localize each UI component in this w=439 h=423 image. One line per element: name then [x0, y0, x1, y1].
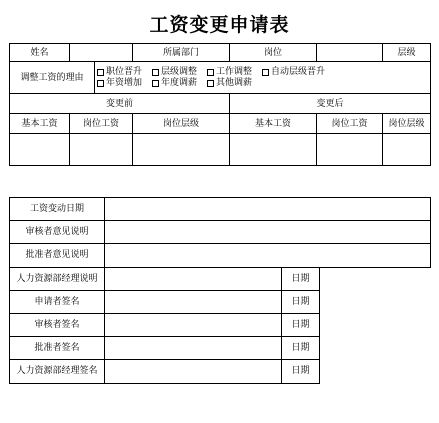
date-label: 日期 — [282, 290, 320, 313]
option-label: 工作调整 — [216, 66, 253, 77]
sign-row-label: 审核者意见说明 — [10, 221, 105, 244]
level-label: 层级 — [383, 44, 431, 62]
name-value-cell[interactable] — [70, 44, 133, 62]
post-salary-after-cell[interactable] — [317, 134, 383, 166]
salary-change-table — [9, 43, 431, 166]
reason-options-line2 — [97, 78, 428, 89]
date-value[interactable] — [320, 313, 431, 336]
name-label: 姓名 — [10, 44, 70, 62]
reason-label: 调整工资的理由 — [10, 62, 95, 94]
sign-row-value[interactable] — [105, 313, 282, 336]
option-label: 自动层级晋升 — [271, 66, 326, 77]
reason-option[interactable] — [207, 67, 252, 78]
reason-option[interactable] — [97, 78, 142, 89]
form-title: 工资变更申请表 — [149, 14, 290, 36]
post-level-before-cell[interactable] — [133, 134, 230, 166]
date-label: 日期 — [282, 267, 320, 290]
basic-salary-after-cell[interactable] — [230, 134, 317, 166]
reason-option[interactable] — [97, 67, 142, 78]
date-label: 日期 — [282, 313, 320, 336]
approval-table — [9, 197, 431, 384]
dept-label: 所属部门 — [133, 44, 230, 62]
sign-row-label: 审核者签名 — [10, 313, 105, 336]
option-label: 层级调整 — [161, 66, 198, 77]
sign-row-value[interactable] — [105, 290, 282, 313]
col-basic-salary-before: 基本工资 — [10, 114, 70, 134]
before-change-header: 变更前 — [10, 94, 230, 114]
col-basic-salary-after: 基本工资 — [230, 114, 317, 134]
sign-row-label: 批准者意见说明 — [10, 244, 105, 267]
reason-option[interactable] — [262, 67, 325, 78]
sign-row-value[interactable] — [105, 198, 431, 221]
col-post-salary-after: 岗位工资 — [317, 114, 383, 134]
post-level-after-cell[interactable] — [383, 134, 431, 166]
sign-row-label: 人力资源部经理说明 — [10, 267, 105, 290]
col-post-level-before: 岗位层级 — [133, 114, 230, 134]
post-value-cell[interactable] — [317, 44, 383, 62]
date-label: 日期 — [282, 337, 320, 360]
date-label: 日期 — [282, 360, 320, 383]
basic-salary-before-cell[interactable] — [10, 134, 70, 166]
col-post-level-after: 岗位层级 — [383, 114, 431, 134]
date-value[interactable] — [320, 360, 431, 383]
reason-option[interactable] — [152, 67, 197, 78]
col-post-salary-before: 岗位工资 — [70, 114, 133, 134]
reason-options — [95, 62, 431, 94]
option-label: 其他调薪 — [216, 77, 253, 88]
sign-row-value[interactable] — [105, 267, 282, 290]
checkbox[interactable] — [152, 69, 159, 76]
sign-row-value[interactable] — [105, 360, 282, 383]
post-label: 岗位 — [230, 44, 317, 62]
checkbox[interactable] — [152, 80, 159, 87]
option-label: 年度调薪 — [161, 77, 198, 88]
checkbox[interactable] — [262, 69, 269, 76]
sign-row-label: 申请者签名 — [10, 290, 105, 313]
option-label: 职位晋升 — [106, 66, 143, 77]
sign-row-label: 人力资源部经理签名 — [10, 360, 105, 383]
reason-option[interactable] — [152, 78, 197, 89]
sign-row-label: 工资变动日期 — [10, 198, 105, 221]
date-value[interactable] — [320, 290, 431, 313]
reason-option[interactable] — [207, 78, 252, 89]
date-value[interactable] — [320, 267, 431, 290]
checkbox[interactable] — [207, 69, 214, 76]
sign-row-label: 批准者签名 — [10, 337, 105, 360]
reason-options-line1 — [97, 67, 428, 78]
post-salary-before-cell[interactable] — [70, 134, 133, 166]
sign-row-value[interactable] — [105, 337, 282, 360]
checkbox[interactable] — [97, 69, 104, 76]
sign-row-value[interactable] — [105, 221, 431, 244]
date-value[interactable] — [320, 337, 431, 360]
after-change-header: 变更后 — [230, 94, 431, 114]
checkbox[interactable] — [97, 80, 104, 87]
option-label: 年资增加 — [106, 77, 143, 88]
sign-row-value[interactable] — [105, 244, 431, 267]
checkbox[interactable] — [207, 80, 214, 87]
